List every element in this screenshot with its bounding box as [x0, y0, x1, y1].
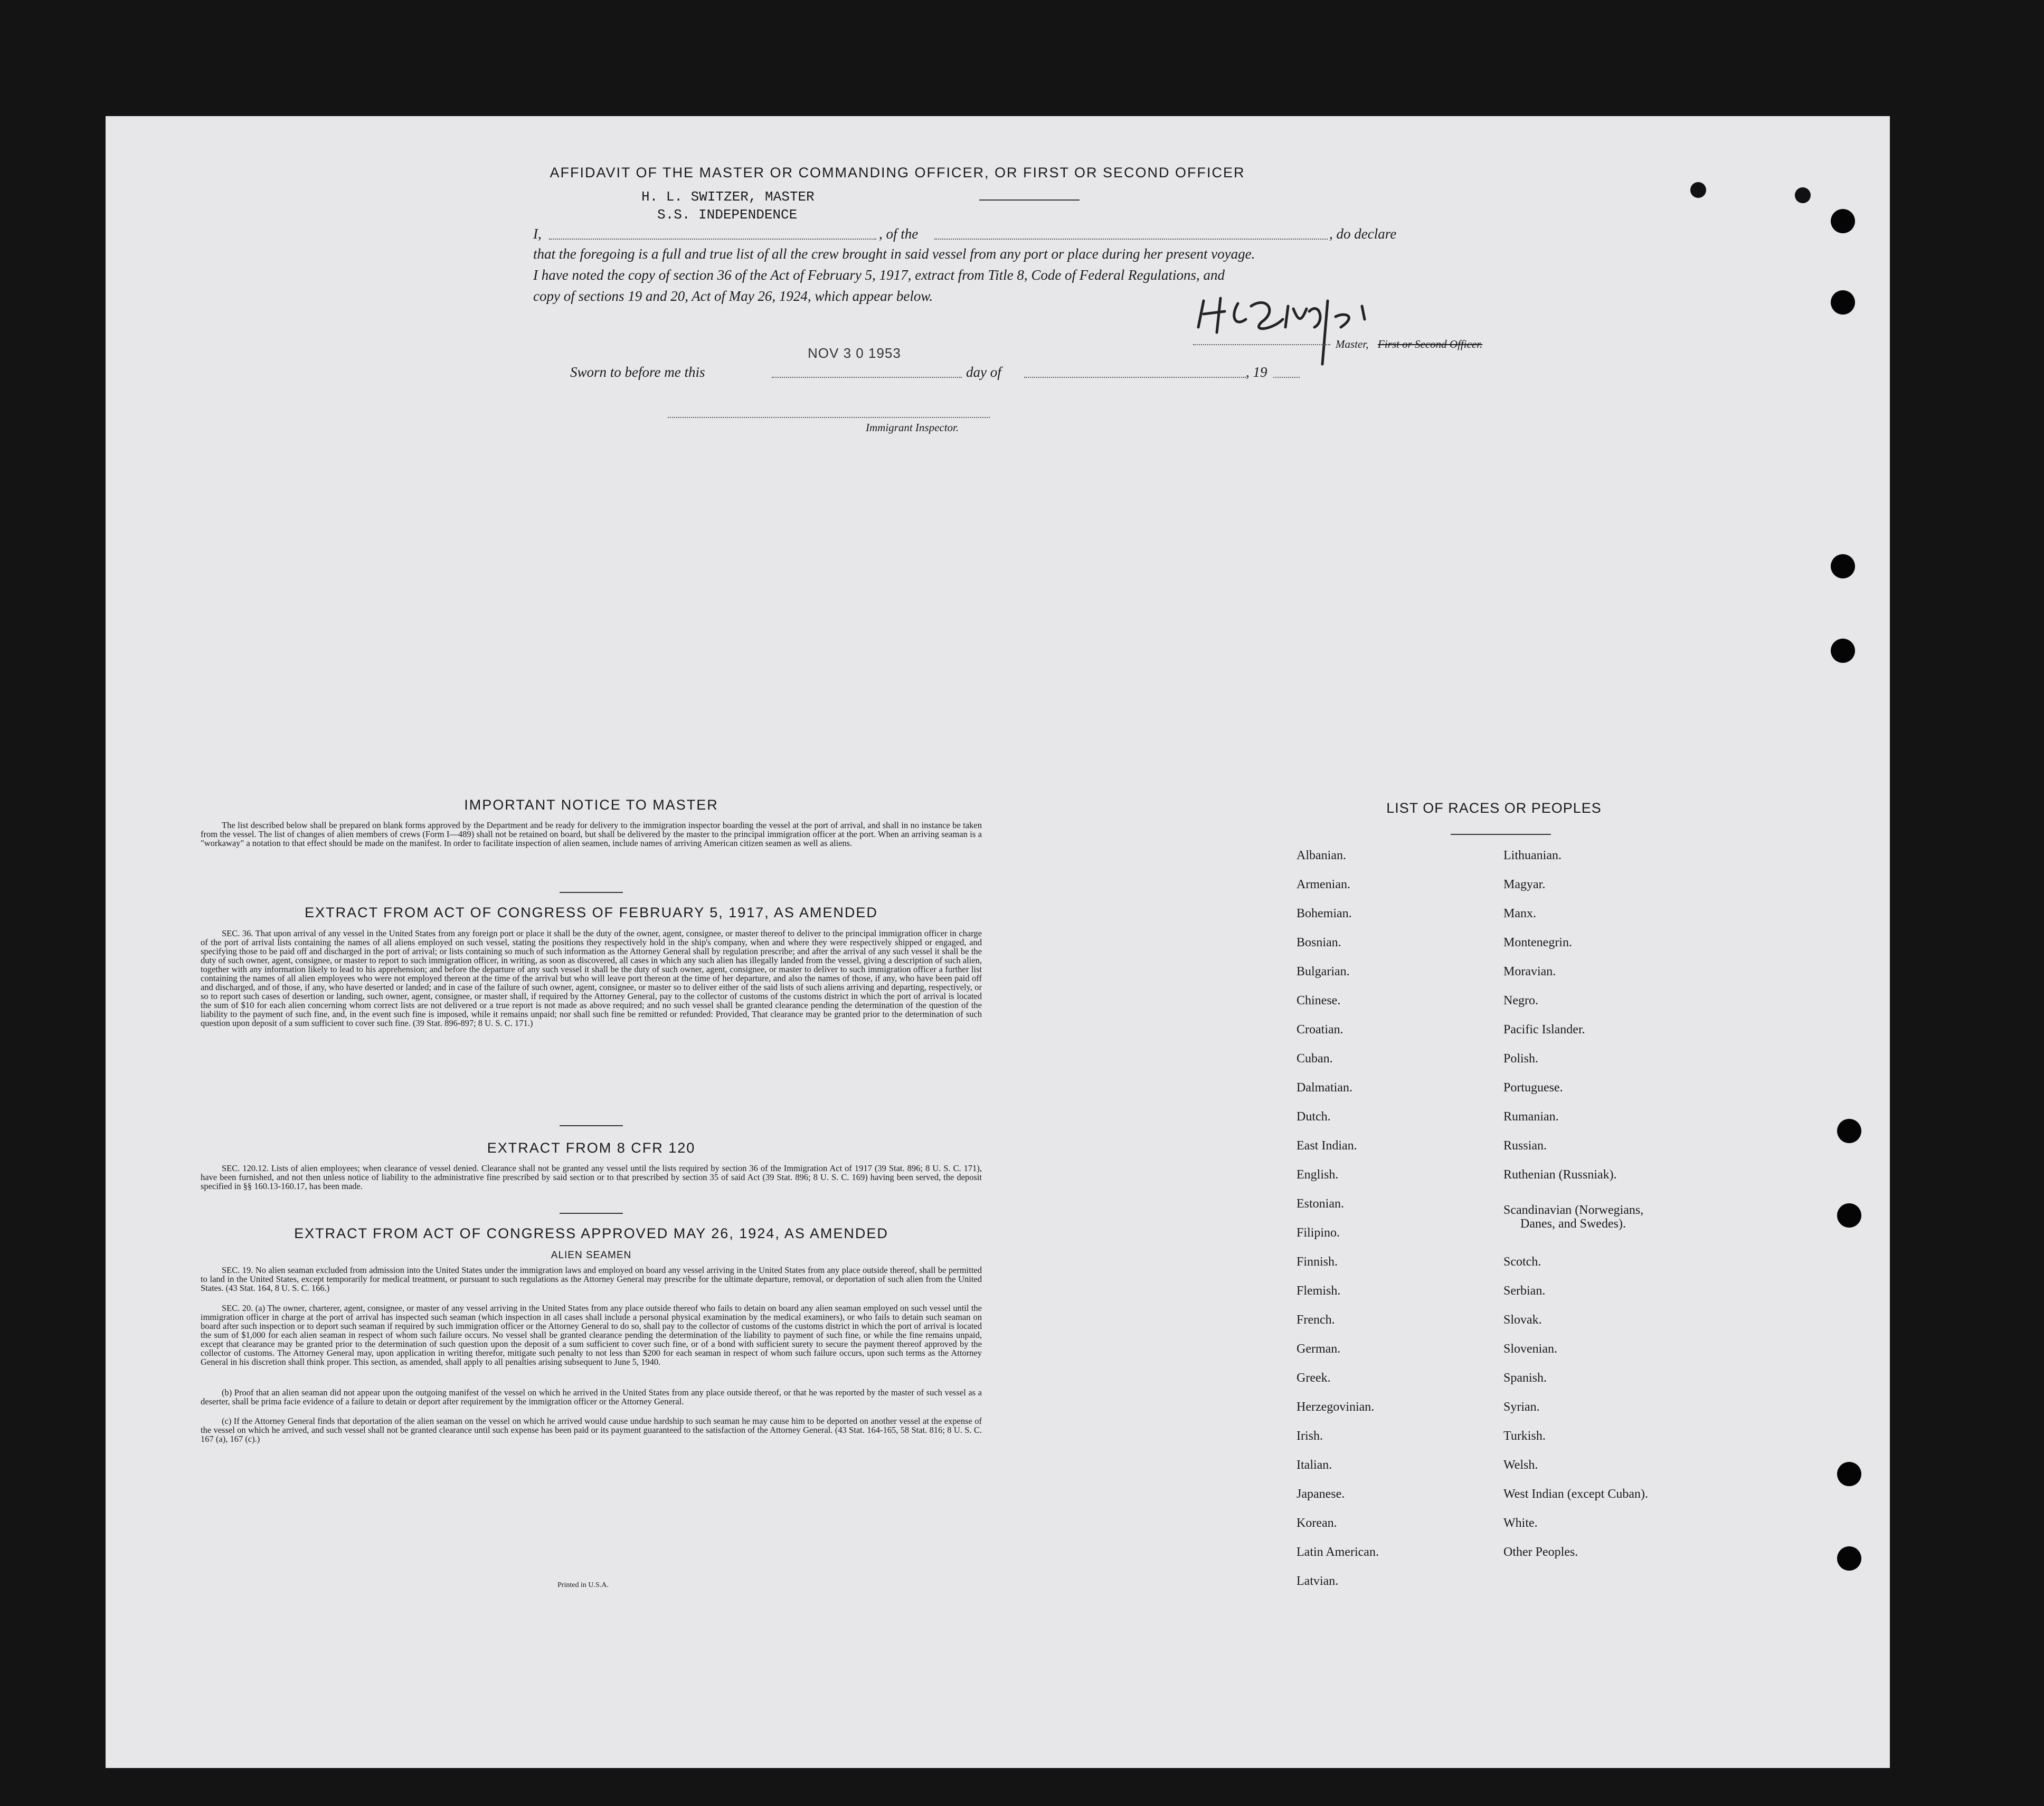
- race-left: Bosnian.: [1297, 936, 1341, 949]
- declaration-line-2: that the foregoing is a full and true list of all the crew brought in said vessel from any port or place during her present voyage.: [533, 246, 1255, 262]
- race-right: Montenegrin.: [1503, 936, 1572, 949]
- declaration-of-the: , of the: [879, 226, 919, 242]
- race-right: Manx.: [1503, 907, 1536, 920]
- punch-hole-icon: [1690, 182, 1706, 198]
- race-left: Herzegovinian.: [1297, 1400, 1375, 1414]
- punch-hole-icon: [1837, 1119, 1861, 1143]
- race-right: Negro.: [1503, 994, 1538, 1007]
- sworn-label: Sworn to before me this: [570, 364, 705, 380]
- race-right: Turkish.: [1503, 1429, 1546, 1443]
- race-left: Italian.: [1297, 1458, 1332, 1472]
- inspector-blank: [668, 417, 990, 418]
- races-title: LIST OF RACES OR PEOPLES: [1386, 800, 1602, 816]
- year-label: , 19: [1246, 364, 1267, 380]
- extract-1917-title: EXTRACT FROM ACT OF CONGRESS OF FEBRUARY 5, 1917, AS AMENDED: [305, 905, 878, 920]
- race-left: East Indian.: [1297, 1139, 1357, 1153]
- race-left: Irish.: [1297, 1429, 1323, 1443]
- extract-8cfr-body: SEC. 120.12. Lists of alien employees; when clearance of vessel denied. Clearance shall not be granted any vessel until the lists required by section 36 of the Immigration Act of 1917 (39 Stat. 896; 8 U. S. C. 171), have been furnished, and not then unless notice of liability to the administrative fine prescribed by said section or to that prescribed by section 35 of said Act (39 Stat. 896; 8 U. S. C. 169) having been served, the deposit specified in §§ 160.13-160.17, has been made.: [201, 1163, 982, 1191]
- race-right: Magyar.: [1503, 878, 1546, 891]
- section-divider: [560, 1213, 623, 1214]
- struck-caption: First or Second Officer.: [1378, 338, 1483, 350]
- race-right: Serbian.: [1503, 1284, 1546, 1298]
- race-right: Russian.: [1503, 1139, 1547, 1153]
- punch-hole-icon: [1837, 1462, 1861, 1486]
- declaration-line-4: copy of sections 19 and 20, Act of May 26, 1924, which appear below.: [533, 288, 933, 304]
- race-right: Slovenian.: [1503, 1342, 1557, 1356]
- punch-hole-icon: [1831, 290, 1855, 315]
- race-left: Bohemian.: [1297, 907, 1352, 920]
- inspector-caption: Immigrant Inspector.: [866, 421, 959, 434]
- race-left: English.: [1297, 1168, 1339, 1182]
- race-left: German.: [1297, 1342, 1341, 1356]
- race-left: Dutch.: [1297, 1110, 1331, 1124]
- extract-1924-sec20a: SEC. 20. (a) The owner, charterer, agent, consignee, or master of any vessel arriving in the United States from any place outside thereof who fails to detain on board any alien seaman employed on such vessel until the immigration officer in charge at the port of arrival has inspected such seaman (which inspection in all cases shall include a personal physical examination by the medical examiners), or who fails to detain such seaman on board after such inspection or to deport such seaman if required by such immigration officer or the Attorney General to do so, shall pay to the collector of customs of the customs district in which the port of arrival is located the sum of $1,000 for each alien seaman in respect of whom such failure occurs. No vessel shall be granted clearance pending the determination of the liability to payment of such fine, or while the fine remains unpaid, except that clearance may be granted prior to the determination of such question upon the deposit of a sum sufficient to cover such fine, or of a bond with sufficient surety to secure the payment thereof approved by the collector of customs. The Attorney General may, upon application in writing therefor, mitigate such penalty to not less than $200 for each seaman in respect of whom such failure occurs, upon such terms as the Attorney General in his discretion shall think proper. This section, as amended, shall apply to all penalties arising subsequent to June 5, 1940.: [201, 1303, 982, 1367]
- race-right: Polish.: [1503, 1052, 1539, 1066]
- month-blank: [1024, 377, 1246, 378]
- race-right: Danes, and Swedes).: [1520, 1217, 1626, 1231]
- race-right: Pacific Islander.: [1503, 1023, 1585, 1037]
- declaration-i: I,: [533, 226, 542, 242]
- extract-8cfr-title: EXTRACT FROM 8 CFR 120: [487, 1140, 696, 1156]
- race-left: Estonian.: [1297, 1197, 1344, 1211]
- race-right: Ruthenian (Russniak).: [1503, 1168, 1617, 1182]
- race-left: Armenian.: [1297, 878, 1350, 891]
- race-right: White.: [1503, 1516, 1538, 1530]
- race-right: Slovak.: [1503, 1313, 1542, 1327]
- race-left: Greek.: [1297, 1371, 1331, 1385]
- race-left: Filipino.: [1297, 1226, 1340, 1240]
- extract-1924-sec19: SEC. 19. No alien seaman excluded from admission into the United States under the immigration laws and employed on board any vessel arriving in the United States from any place outside thereof, shall be permitted to land in the United States, except temporarily for medical treatment, or pursuant to such regulations as the Attorney General may prescribe for the ultimate departure, removal, or deportation of such alien from the United States. (43 Stat. 164, 8 U. S. C. 166.): [201, 1265, 982, 1293]
- master-signature: [1188, 290, 1399, 375]
- race-left: Bulgarian.: [1297, 965, 1350, 978]
- notice-body: The list described below shall be prepared on blank forms approved by the Department and be ready for delivery to the immigration inspector boarding the vessel at the port of arrival, and shall in no instance be taken from the vessel. The list of changes of alien members of crews (Form I—489) shall not be retained on board, but shall be delivered by the master to the principal immigration officer at the port. When an arriving seaman is a "workaway" a notation to that effect should be made on the manifest. In order to facilitate inspection of alien seamen, include names of arriving American citizen seamen as well as aliens.: [201, 820, 982, 848]
- race-right: Lithuanian.: [1503, 849, 1562, 862]
- section-divider: [560, 892, 623, 893]
- day-of-label: day of: [966, 364, 1001, 380]
- form-page: [106, 116, 1890, 1768]
- race-left: Dalmatian.: [1297, 1081, 1352, 1095]
- race-right: Welsh.: [1503, 1458, 1538, 1472]
- typed-vessel-name: S.S. INDEPENDENCE: [657, 207, 798, 223]
- vessel-blank: [934, 239, 1328, 240]
- printed-in-usa: Printed in U.S.A.: [557, 1581, 609, 1589]
- extract-1917-body: SEC. 36. That upon arrival of any vessel in the United States from any foreign port or place it shall be the duty of the owner, agent, consignee, or master thereof to deliver to the principal immigration officer in charge of the port of arrival lists containing the names of all aliens employed on such vessel, stating the positions they respectively hold in the ship's company, when and where they were respectively shipped or engaged, and specifying those to be paid off and discharged in the port of arrival; or lists containing so much of such information as the Attorney General shall by regulation prescribe; and after the arrival of any such vessel it shall be the duty of such owner, agent, consignee, or master to report to such immigration officer, in writing, as soon as discovered, all cases in which any such alien has illegally landed from the vessel, giving a description of such alien, together with any information likely to lead to his apprehension; and before the departure of any such vessel it shall be the duty of such owner, agent, consignee, or master to deliver to such immigration officer a further list containing the names of all alien employees who were not employed thereon at the time of the arrival but who will leave port thereon at the time of her departure, and also the names of those, if any, who have been paid off and discharged, and of those, if any, who have deserted or landed; and in case of the failure of such owner, agent, consignee, or master so to deliver either of the said lists of such aliens arriving and departing, respectively, or so to report such cases of desertion or landing, such owner, agent, consignee, or master shall, if required by the Attorney General, pay to the collector of customs of the customs district in which the port of arrival is located the sum of $10 for each alien concerning whom correct lists are not delivered or a true report is not made as above required; and no such vessel shall be granted clearance pending the determination of the question of the liability to the payment of such fine, and, in the event such fine is imposed, while it remains unpaid; nor shall such fine be remitted or refunded: Provided, That clearance may be granted prior to the determination of such question upon deposit of a sum sufficient to cover such fine. (39 Stat. 896-897; 8 U. S. C. 171.): [201, 928, 982, 1028]
- race-right: Portuguese.: [1503, 1081, 1563, 1095]
- race-right: West Indian (except Cuban).: [1503, 1487, 1648, 1501]
- race-right: Moravian.: [1503, 965, 1556, 978]
- race-left: Latvian.: [1297, 1574, 1339, 1588]
- blank-line: [979, 199, 1080, 201]
- section-divider: [560, 1125, 623, 1126]
- race-left: Chinese.: [1297, 994, 1341, 1007]
- race-left: Latin American.: [1297, 1545, 1379, 1559]
- date-stamp: NOV 3 0 1953: [808, 345, 901, 361]
- race-right: Scotch.: [1503, 1255, 1541, 1269]
- year-blank: [1273, 377, 1300, 378]
- extract-1924-sec20c: (c) If the Attorney General finds that deportation of the alien seaman on the vessel on which he arrived would cause undue hardship to such seaman he may cause him to be deported on another vessel at the expense of the vessel on which he arrived, and such vessel shall not be granted clearance until such expense has been paid or its payment guaranteed to the satisfaction of the Attorney General. (43 Stat. 164-165, 58 Stat. 816; 8 U. S. C. 167 (a), 167 (c).): [201, 1416, 982, 1444]
- master-caption: Master,: [1336, 338, 1369, 350]
- race-left: Croatian.: [1297, 1023, 1343, 1037]
- extract-1924-title: EXTRACT FROM ACT OF CONGRESS APPROVED MAY 26, 1924, AS AMENDED: [294, 1225, 888, 1241]
- declaration-line-3: I have noted the copy of section 36 of the Act of February 5, 1917, extract from Title 8, Code of Federal Regulations, and: [533, 267, 1225, 283]
- notice-title: IMPORTANT NOTICE TO MASTER: [464, 797, 718, 813]
- race-left: Cuban.: [1297, 1052, 1333, 1066]
- punch-hole-icon: [1795, 187, 1811, 203]
- race-right: Rumanian.: [1503, 1110, 1559, 1124]
- typed-master-name: H. L. SWITZER, MASTER: [641, 189, 815, 205]
- declaration-do-declare: , do declare: [1329, 226, 1397, 242]
- race-right: Syrian.: [1503, 1400, 1540, 1414]
- race-left: Korean.: [1297, 1516, 1337, 1530]
- race-left: Flemish.: [1297, 1284, 1341, 1298]
- punch-hole-icon: [1837, 1203, 1861, 1228]
- name-blank: [549, 239, 876, 240]
- race-right: Other Peoples.: [1503, 1545, 1578, 1559]
- race-left: Finnish.: [1297, 1255, 1338, 1269]
- punch-hole-icon: [1831, 209, 1855, 233]
- extract-1924-sec20b: (b) Proof that an alien seaman did not appear upon the outgoing manifest of the vessel on which he arrived in the United States from any place outside thereof, or that he was reported by the master of such vessel as a deserter, shall be prima facie evidence of a failure to detain or deport after requirement by the immigration officer or the Attorney General.: [201, 1387, 982, 1406]
- race-left: Japanese.: [1297, 1487, 1345, 1501]
- signature-blank: [1193, 344, 1330, 345]
- affidavit-title: AFFIDAVIT OF THE MASTER OR COMMANDING OFFICER, OR FIRST OR SECOND OFFICER: [550, 165, 1245, 180]
- punch-hole-icon: [1831, 554, 1855, 578]
- race-left: Albanian.: [1297, 849, 1346, 862]
- punch-hole-icon: [1837, 1546, 1861, 1571]
- race-left: French.: [1297, 1313, 1335, 1327]
- race-right: Spanish.: [1503, 1371, 1547, 1385]
- punch-hole-icon: [1831, 639, 1855, 663]
- race-right: Scandinavian (Norwegians,: [1503, 1203, 1644, 1217]
- extract-1924-subtitle: ALIEN SEAMEN: [551, 1250, 632, 1261]
- sworn-date-blank: [772, 377, 962, 378]
- races-divider: [1451, 834, 1551, 835]
